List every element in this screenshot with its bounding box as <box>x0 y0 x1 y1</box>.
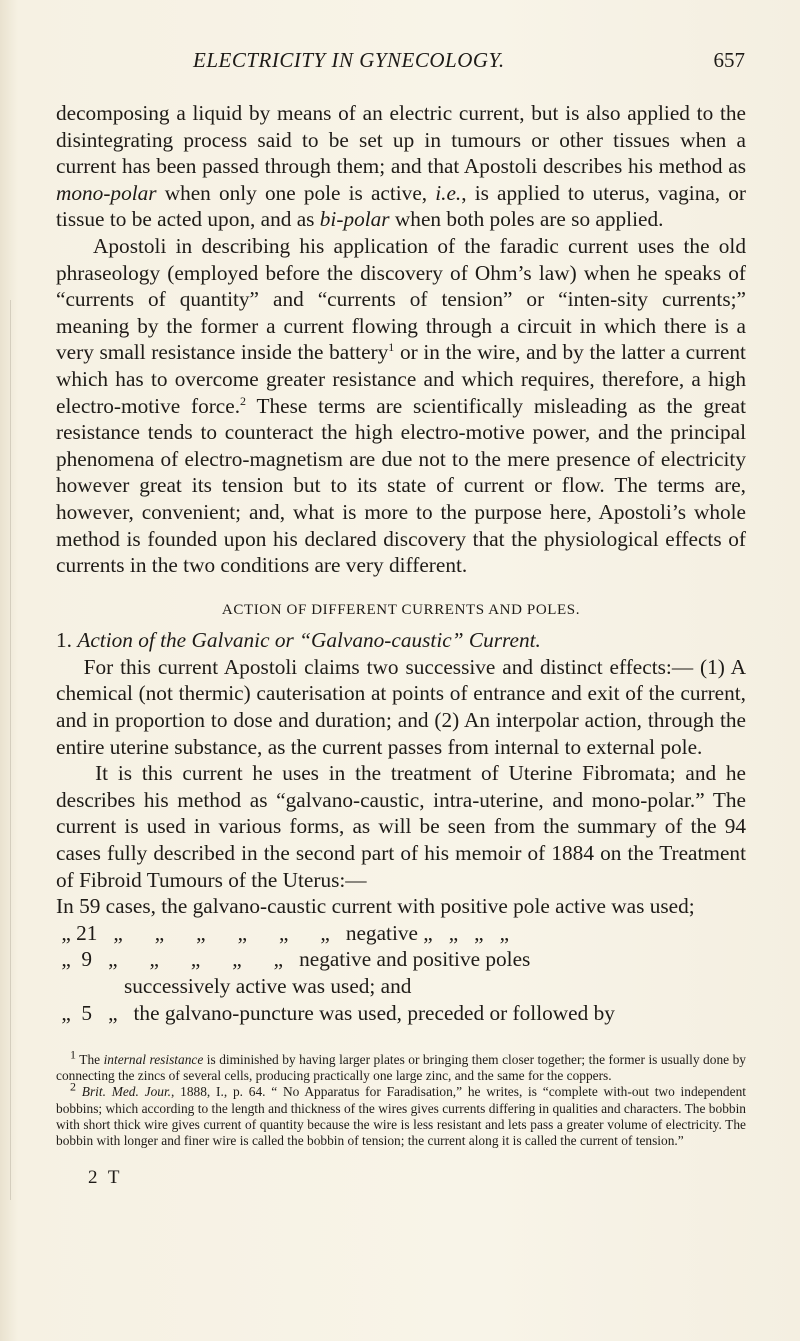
page-header <box>0 48 800 78</box>
text-run: or in the wire, and by the latter a current which has to overcome greater resistance and which requires, therefore, a high electro-motive force. <box>56 340 746 418</box>
signature-mark: 2 T <box>88 1167 123 1188</box>
text-run: when only one pole is active, <box>156 180 436 205</box>
text-run: The <box>76 1052 104 1067</box>
case-row <box>56 920 746 947</box>
ditto-marks: „ <box>108 1000 118 1025</box>
case-row <box>56 893 746 920</box>
paragraph-4 <box>56 760 746 893</box>
running-title: ELECTRICITY IN GYNECOLOGY. <box>193 48 505 72</box>
italic-term: i.e. <box>435 180 462 205</box>
paragraph-3 <box>56 654 746 760</box>
footnote-ref: 2 <box>240 393 247 408</box>
italic-term: mono-polar <box>56 180 157 205</box>
text-run: Apostoli in describing his application of the faradic current uses the old phraseology (employed before the discovery of Ohm’s law) when he speaks of “currents of quantity” and “currents of tension” or “inten-sity currents;” meaning by the former a current flowing through a circuit in which there is a very small resistance inside the battery <box>56 233 746 365</box>
case-text: In 59 cases, the galvano-caustic current with positive pole active was used; <box>56 894 695 919</box>
case-text: successively active was used; and <box>124 974 412 998</box>
case-row <box>56 946 746 973</box>
italic-term: Brit. Med. Jour. <box>76 1084 172 1100</box>
footnote-mark: 1 <box>70 1047 76 1062</box>
italic-term: bi-polar <box>319 207 390 232</box>
text-run: decomposing a liquid by means of an electric current, but is also applied to the disintegrating process said to be set up in tumours or other tissues when a current has been passed through them; and that Apostoli describes his method as <box>56 101 746 179</box>
text-run: when both poles are so applied. <box>389 207 664 232</box>
case-summary <box>56 893 746 1026</box>
text-run: , is applied to uterus, vagina, or tissue to be acted upon, and as <box>56 180 746 232</box>
footnote-2 <box>56 1079 746 1149</box>
body-text <box>56 100 746 1026</box>
footnote-mark: 2 <box>70 1079 76 1094</box>
case-text: negative and positive poles <box>299 947 531 972</box>
gutter-shadow <box>10 300 11 1200</box>
ditto-marks: „ „ „ „ „ „ <box>113 920 330 945</box>
subsection-title: Action of the Galvanic or “Galvano-caustic” Current. <box>77 628 541 653</box>
paragraph-1 <box>56 100 746 233</box>
case-row-continued <box>56 973 746 1000</box>
ditto-marks: „ „ „ „ „ <box>108 947 284 972</box>
italic-term: internal resistance <box>103 1052 204 1067</box>
subsection-number: 1. <box>56 628 72 653</box>
case-count: „ 21 <box>61 920 98 945</box>
section-heading: ACTION OF DIFFERENT CURRENTS AND POLES. <box>221 601 581 618</box>
text-run: , 1888, I., p. 64. “ No Apparatus for Faradisation,” he writes, is “complete with-out two independent bobbins; which according to the length and thickness of the wires gives currents differing in qualities and characters. The bobbin with short thick wire gives current of quantity because the wire is less resistant and lets pass a greater volume of electricity. The bobbin with longer and finer wire is called the bobbin of tension; the current along it is called the current of tension.” <box>56 1084 746 1149</box>
paragraph-2 <box>56 233 746 579</box>
page-number: 657 <box>713 48 745 72</box>
case-text: negative „ „ „ „ <box>345 920 510 945</box>
footnotes <box>56 1047 746 1149</box>
text-run: It is this current he uses in the treatment of Uterine Fibromata; and he describes his method as “galvano-caustic, intra-uterine, and mono-polar.” The current is used in various forms, as will be seen from the summary of the 94 cases fully described in the second part of his memoir of 1884 on the Treatment of Fibroid Tumours of the Uterus:— <box>56 761 747 892</box>
case-count: „ 9 <box>61 947 93 972</box>
text-run: These terms are scientifically misleading as the great resistance tends to counteract the high electro-motive power, and the principal phenomena of electro-magnetism are due not to the mere presence of electricity however great its tension but to its state of current or flow. The terms are, however, convenient; and, what is more to the purpose here, Apostoli’s whole method is founded upon his declared discovery that the physiological effects of currents in the two conditions are very different. <box>56 393 747 578</box>
case-row <box>56 1000 746 1027</box>
footnote-ref: 1 <box>388 340 395 355</box>
case-text: the galvano-puncture was used, preceded or followed by <box>133 1000 615 1025</box>
text-run: is diminished by having larger plates or bringing them closer together; the former is usually done by connecting the zincs of several cells, producing practically one large zinc, and the same for the coppers. <box>56 1052 746 1084</box>
text-run: For this current Apostoli claims two successive and distinct effects:— (1) A chemical (not thermic) cauterisation at points of entrance and exit of the current, and in proportion to dose and duration; and (2) An interpolar action, through the entire uterine substance, as the current passes from internal to external pole. <box>56 654 746 759</box>
subsection-heading <box>56 627 746 654</box>
case-count: „ 5 <box>61 1000 93 1025</box>
footnote-1 <box>56 1047 746 1084</box>
